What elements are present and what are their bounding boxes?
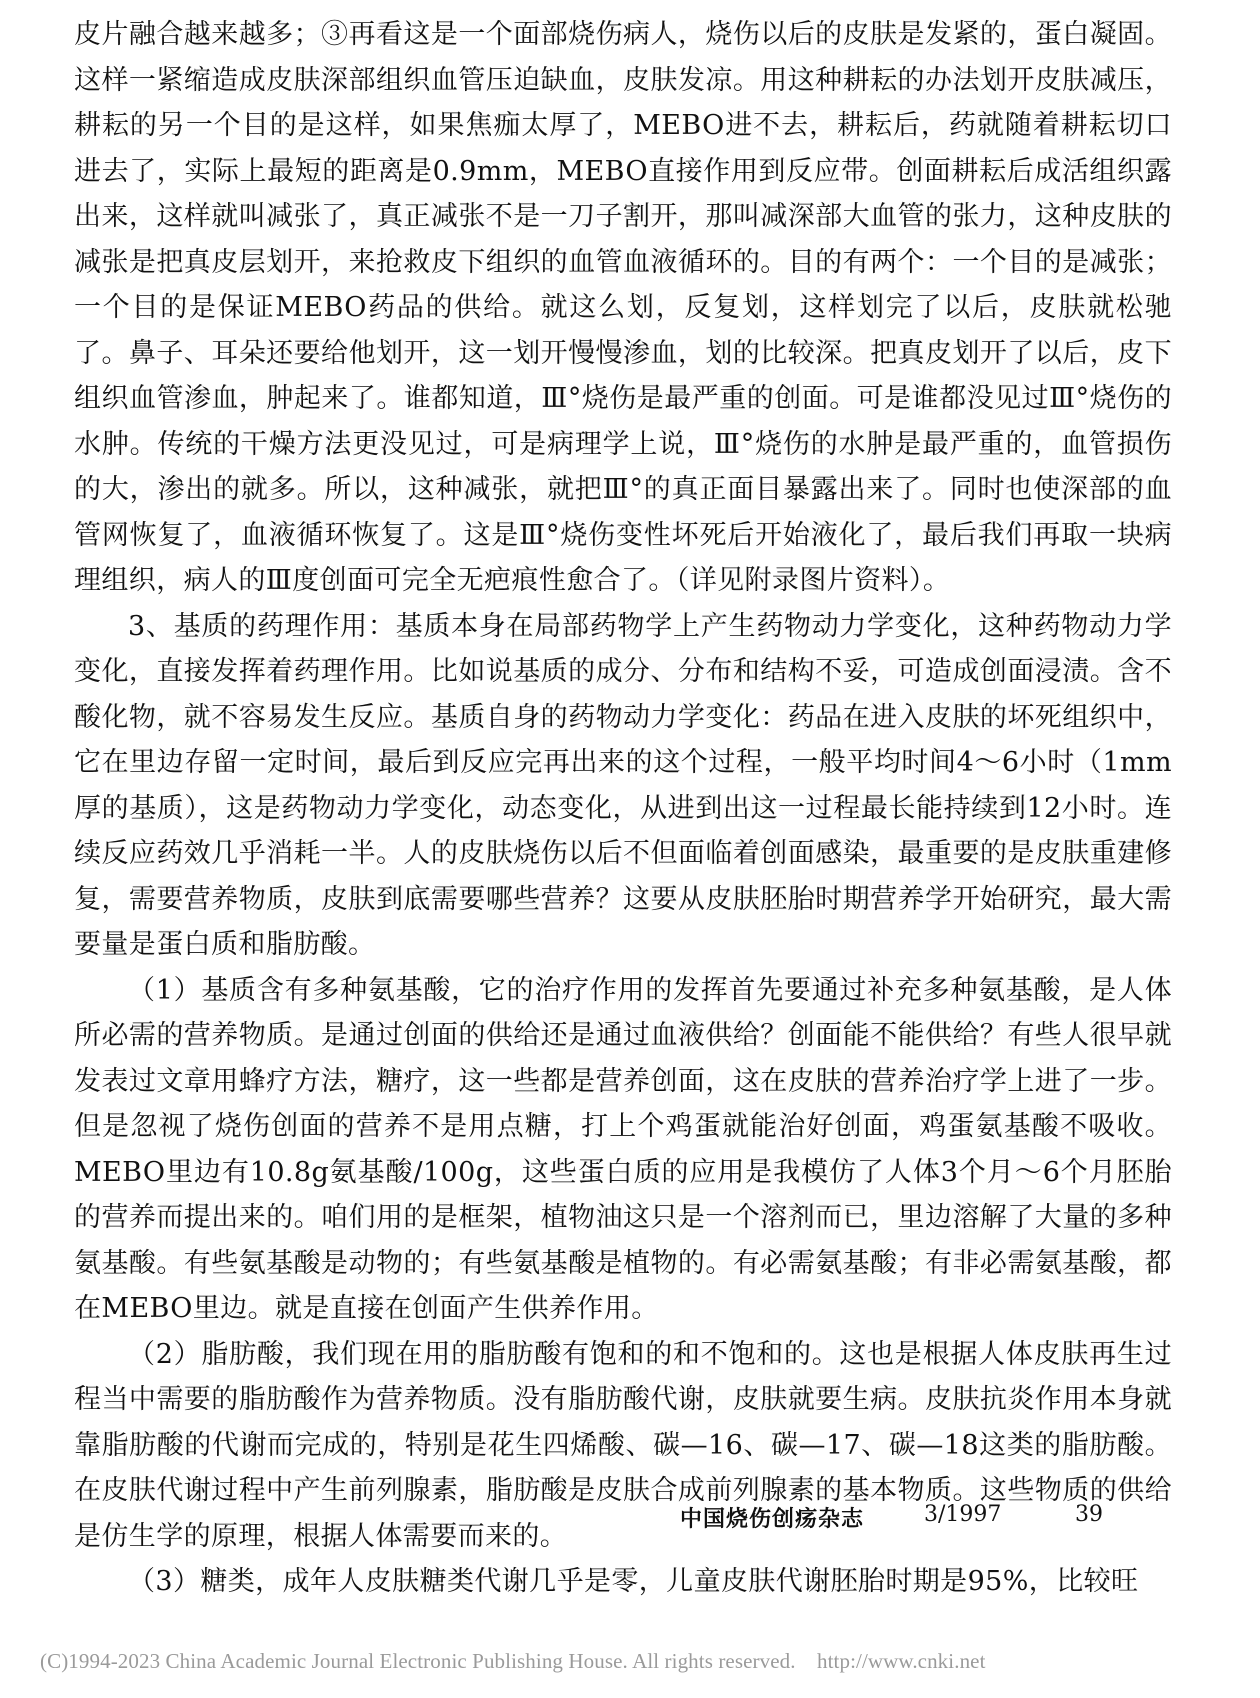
paragraph-sugars: （3）糖类，成年人皮肤糖类代谢几乎是零，儿童皮肤代谢胚胎时期是95%，比较旺 <box>128 1566 1139 1597</box>
page-number: 39 <box>1075 1502 1103 1527</box>
paragraph-amino-acids: （1）基质含有多种氨基酸，它的治疗作用的发挥首先要通过补充多种氨基酸，是人体所必需的营养物质。是通过创面的供给还是通过血液供给？创面能不能供给？有些人很早就发表过文章用蜂疗方法，糖疗，这一些都是营养创面，这在皮肤的营养治疗学上进了一步。但是忽视了烧伤创面的营养不是用点糖，打上个鸡蛋就能治好创面，鸡蛋氨基酸不吸收。MEBO里边有10.8g氨基酸/100g，这些蛋白质的应用是我模仿了人体3个月～6个月胚胎的营养而提出来的。咱们用的是框架，植物油这只是一个溶剂而已，里边溶解了大量的多种氨基酸。有些氨基酸是动物的；有些氨基酸是植物的。有必需氨基酸；有非必需氨基酸，都在MEBO里边。就是直接在创面产生供养作用。 <box>74 974 1172 1324</box>
article-body <box>74 12 1172 1605</box>
paragraph-matrix-pharmacology: 3、基质的药理作用：基质本身在局部药物学上产生药物动力学变化，这种药物动力学变化，直接发挥着药理作用。比如说基质的成分、分布和结构不妥，可造成创面浸渍。含不酸化物，就不容易发生反应。基质自身的药物动力学变化：药品在进入皮肤的坏死组织中，它在里边存留一定时间，最后到反应完再出来的这个过程，一般平均时间4～6小时（1mm厚的基质），这是药物动力学变化，动态变化，从进到出这一过程最长能持续到12小时。连续反应药效几乎消耗一半。人的皮肤烧伤以后不但面临着创面感染，最重要的是皮肤重建修复，需要营养物质，皮肤到底需要哪些营养？这要从皮肤胚胎时期营养学开始研究，最大需要量是蛋白质和脂肪酸。 <box>74 610 1172 960</box>
copyright-notice: (C)1994-2023 China Academic Journal Electronic Publishing House. All rights reserved. http://www.cnki.net <box>40 1649 986 1673</box>
journal-name: 中国烧伤创疡杂志 <box>680 1506 865 1532</box>
paragraph-fatty-acids: （2）脂肪酸，我们现在用的脂肪酸有饱和的和不饱和的。这也是根据人体皮肤再生过程当中需要的脂肪酸作为营养物质。没有脂肪酸代谢，皮肤就要生病。皮肤抗炎作用本身就靠脂肪酸的代谢而完成的，特别是花生四烯酸、碳—16、碳—17、碳—18这类的脂肪酸。在皮肤代谢过程中产生前列腺素，脂肪酸是皮肤合成前列腺素的基本物质。这些物质的供给是仿生学的原理，根据人体需要而来的。 <box>74 1338 1172 1552</box>
paragraph-face-burn-decompression: 皮片融合越来越多；③再看这是一个面部烧伤病人，烧伤以后的皮肤是发紧的，蛋白凝固。这样一紧缩造成皮肤深部组织血管压迫缺血，皮肤发凉。用这种耕耘的办法划开皮肤减压，耕耘的另一个目的是这样，如果焦痂太厚了，MEBO进不去，耕耘后，药就随着耕耘切口进去了，实际上最短的距离是0.9mm，MEBO直接作用到反应带。创面耕耘后成活组织露出来，这样就叫减张了，真正减张不是一刀子割开，那叫减深部大血管的张力，这种皮肤的减张是把真皮层划开，来抢救皮下组织的血管血液循环的。目的有两个：一个目的是减张；一个目的是保证MEBO药品的供给。就这么划，反复划，这样划完了以后，皮肤就松驰了。鼻子、耳朵还要给他划开，这一划开慢慢渗血，划的比较深。把真皮划开了以后，皮下组织血管渗血，肿起来了。谁都知道，Ⅲ°烧伤是最严重的创面。可是谁都没见过Ⅲ°烧伤的水肿。传统的干燥方法更没见过，可是病理学上说，Ⅲ°烧伤的水肿是最严重的，血管损伤的大，渗出的就多。所以，这种减张，就把Ⅲ°的真正面目暴露出来了。同时也使深部的血管网恢复了，血液循环恢复了。这是Ⅲ°烧伤变性坏死后开始液化了，最后我们再取一块病理组织，病人的Ⅲ度创面可完全无疤痕性愈合了。（详见附录图片资料）。 <box>74 19 1172 596</box>
issue-number: 3/1997 <box>924 1502 1002 1527</box>
page-footer <box>0 1502 1260 1542</box>
